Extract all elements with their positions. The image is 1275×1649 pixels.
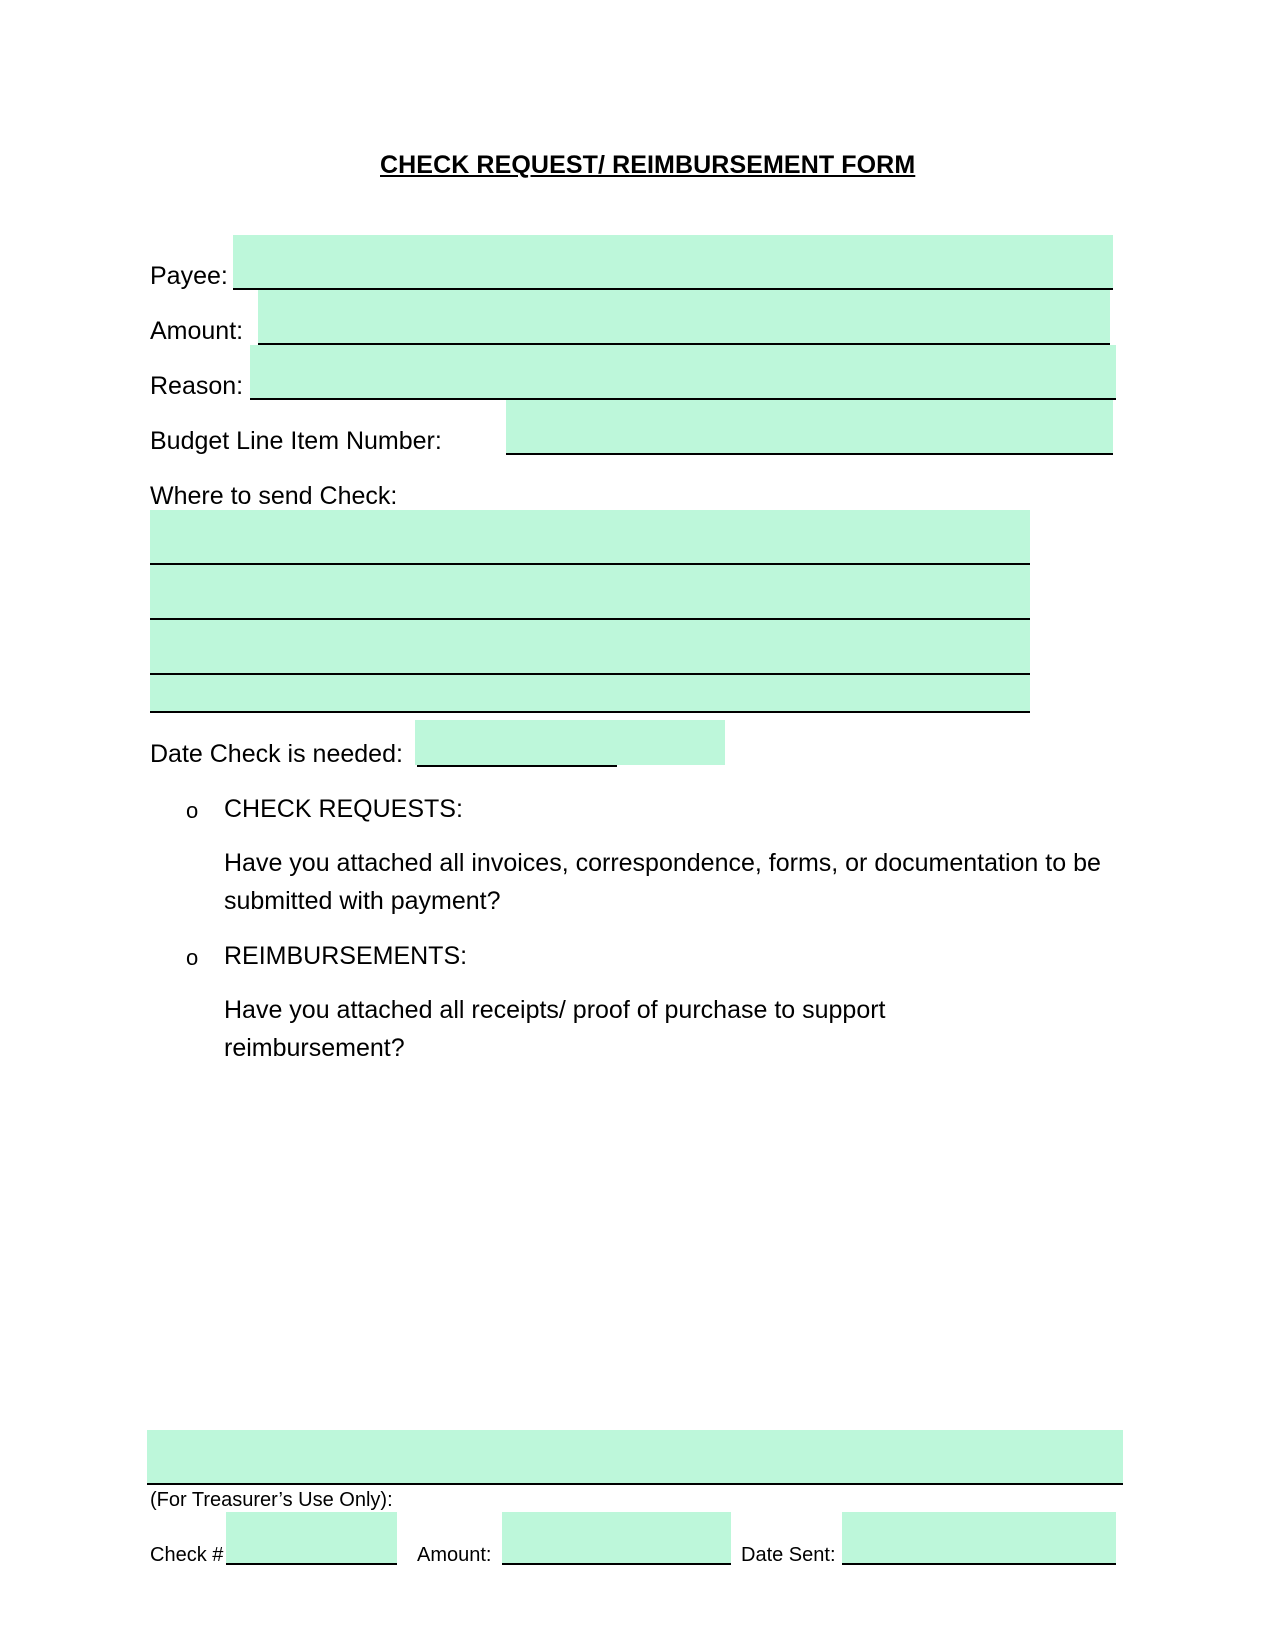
bullet-icon: o — [186, 798, 199, 823]
treasurer-signature-field[interactable] — [147, 1430, 1123, 1485]
budget-line-label: Budget Line Item Number: — [150, 427, 442, 455]
check-number-label: Check # — [150, 1544, 224, 1566]
check-requests-text: Have you attached all invoices, correspondence, forms, or documentation to be submitted with payment? — [224, 849, 1101, 915]
address-line-4-field[interactable] — [150, 675, 1030, 713]
check-number-field[interactable] — [226, 1512, 397, 1565]
date-needed-underline — [417, 765, 617, 767]
address-line-2-field[interactable] — [150, 565, 1030, 620]
treasurer-use-note: (For Treasurer’s Use Only): — [150, 1489, 393, 1511]
amount-field[interactable] — [258, 290, 1110, 345]
form-title: CHECK REQUEST/ REIMBURSEMENT FORM — [380, 151, 916, 179]
date-sent-field[interactable] — [842, 1512, 1116, 1565]
budget-line-field[interactable] — [506, 400, 1113, 455]
amount-label: Amount: — [150, 317, 244, 345]
date-needed-label: Date Check is needed: — [150, 740, 403, 768]
address-line-3-field[interactable] — [150, 620, 1030, 675]
payee-field[interactable] — [233, 235, 1113, 290]
date-needed-field[interactable] — [415, 720, 725, 765]
address-line-1-field[interactable] — [150, 510, 1030, 565]
reimbursements-heading: REIMBURSEMENTS: — [224, 942, 468, 970]
bullet-icon: o — [186, 945, 199, 970]
treasurer-amount-field[interactable] — [502, 1512, 731, 1565]
reason-field[interactable] — [250, 345, 1116, 400]
payee-label: Payee: — [150, 262, 228, 290]
date-sent-label: Date Sent: — [741, 1544, 836, 1566]
check-requests-heading: CHECK REQUESTS: — [224, 795, 463, 823]
treasurer-amount-label: Amount: — [417, 1544, 492, 1566]
reason-label: Reason: — [150, 372, 244, 400]
reimbursements-text: Have you attached all receipts/ proof of purchase to support reimbursement? — [224, 996, 886, 1062]
where-to-send-label: Where to send Check: — [150, 482, 398, 510]
